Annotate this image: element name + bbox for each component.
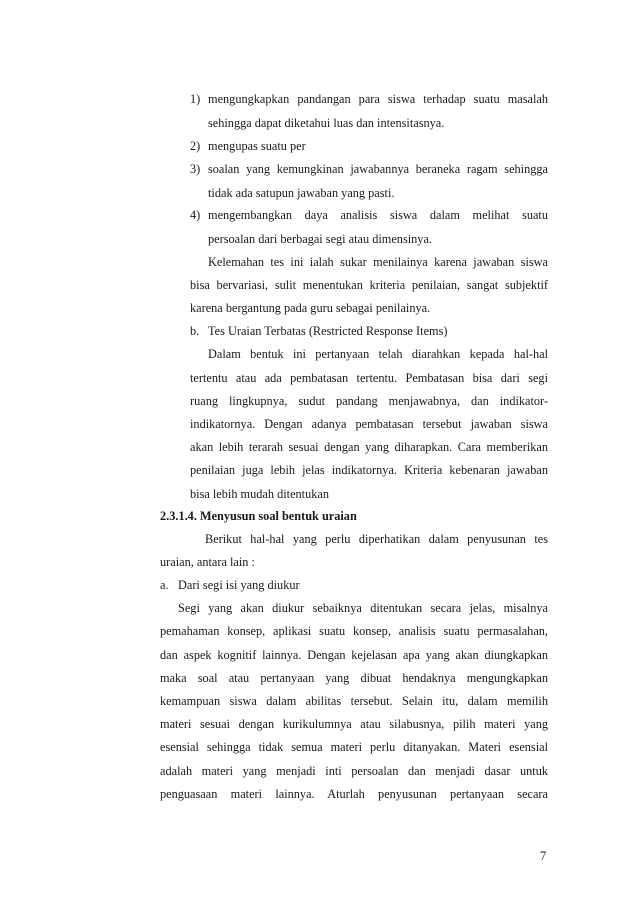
paragraph-line: uraian, antara lain :	[160, 555, 255, 569]
subsection-title: Dari segi isi yang diukur	[178, 578, 300, 592]
paragraph-line: bisa bervariasi, sulit menentukan kriteria penilaian, sangat subjektif	[190, 278, 548, 292]
list-number: 3)	[190, 162, 201, 176]
list-item-line: sehingga dapat diketahui luas dan intensitasnya.	[208, 116, 445, 130]
list-number: 1)	[190, 92, 201, 106]
subsection-label: a.	[160, 578, 169, 592]
subsection-label: b.	[190, 324, 200, 338]
paragraph-line: Dalam bentuk ini pertanyaan telah diarahkan kepada hal-hal	[208, 347, 548, 361]
list-number: 2)	[190, 139, 201, 153]
paragraph-line: akan lebih terarah sesuai dengan yang diharapkan. Cara memberikan	[190, 440, 548, 454]
paragraph-line: kemampuan siswa dalam abilitas tersebut. Selain itu, dalam memilih	[160, 694, 548, 708]
paragraph-line: penguasaan materi lainnya. Aturlah penyusunan pertanyaan secara	[160, 787, 548, 801]
paragraph-line: karena bergantung pada guru sebagai penilainya.	[190, 301, 431, 315]
paragraph-line: Berikut hal-hal yang perlu diperhatikan dalam penyusunan tes	[205, 532, 548, 546]
paragraph-line: esensial sehingga tidak semua materi perlu ditanyakan. Materi esensial	[160, 740, 548, 754]
paragraph-line: bisa lebih mudah ditentukan	[190, 487, 329, 501]
subsection-title: Tes Uraian Terbatas (Restricted Response Items)	[208, 324, 448, 338]
list-item-line: persoalan dari berbagai segi atau dimensinya.	[208, 232, 432, 246]
page-number: 7	[540, 849, 547, 863]
paragraph-line: indikatornya. Dengan adanya pembatasan tersebut jawaban siswa	[190, 417, 548, 431]
paragraph-line: Kelemahan tes ini ialah sukar menilainya karena jawaban siswa	[208, 255, 548, 269]
paragraph-line: ruang lingkupnya, sudut pandang menjawabnya, dan indikator-	[190, 394, 548, 408]
paragraph-line: adalah materi yang menjadi inti persoalan dan menjadi dasar untuk	[160, 764, 548, 778]
paragraph-line: Segi yang akan diukur sebaiknya ditentukan secara jelas, misalnya	[178, 601, 548, 615]
paragraph-line: maka soal atau pertanyaan yang dibuat hendaknya mengungkapkan	[160, 671, 548, 685]
section-heading: 2.3.1.4. Menyusun soal bentuk uraian	[160, 509, 357, 523]
paragraph-line: penilaian juga lebih jelas indikatornya. Kriteria kebenaran jawaban	[190, 463, 548, 477]
list-number: 4)	[190, 208, 201, 222]
list-item-line: mengembangkan daya analisis siswa dalam melihat suatu	[208, 208, 548, 222]
paragraph-line: tertentu atau ada pembatasan tertentu. Pembatasan bisa dari segi	[190, 371, 548, 385]
list-item-line: mengungkapkan pandangan para siswa terhadap suatu masalah	[208, 92, 548, 106]
list-item-line: soalan yang kemungkinan jawabannya beraneka ragam sehingga	[208, 162, 548, 176]
paragraph-line: dan aspek kognitif lainnya. Dengan kejelasan apa yang akan diungkapkan	[160, 648, 548, 662]
list-item-line: tidak ada satupun jawaban yang pasti.	[208, 186, 395, 200]
paragraph-line: pemahaman konsep, aplikasi suatu konsep, analisis suatu permasalahan,	[160, 624, 548, 638]
list-item-line: mengupas suatu per	[208, 139, 306, 153]
paragraph-line: materi sesuai dengan kurikulumnya atau silabusnya, pilih materi yang	[160, 717, 548, 731]
